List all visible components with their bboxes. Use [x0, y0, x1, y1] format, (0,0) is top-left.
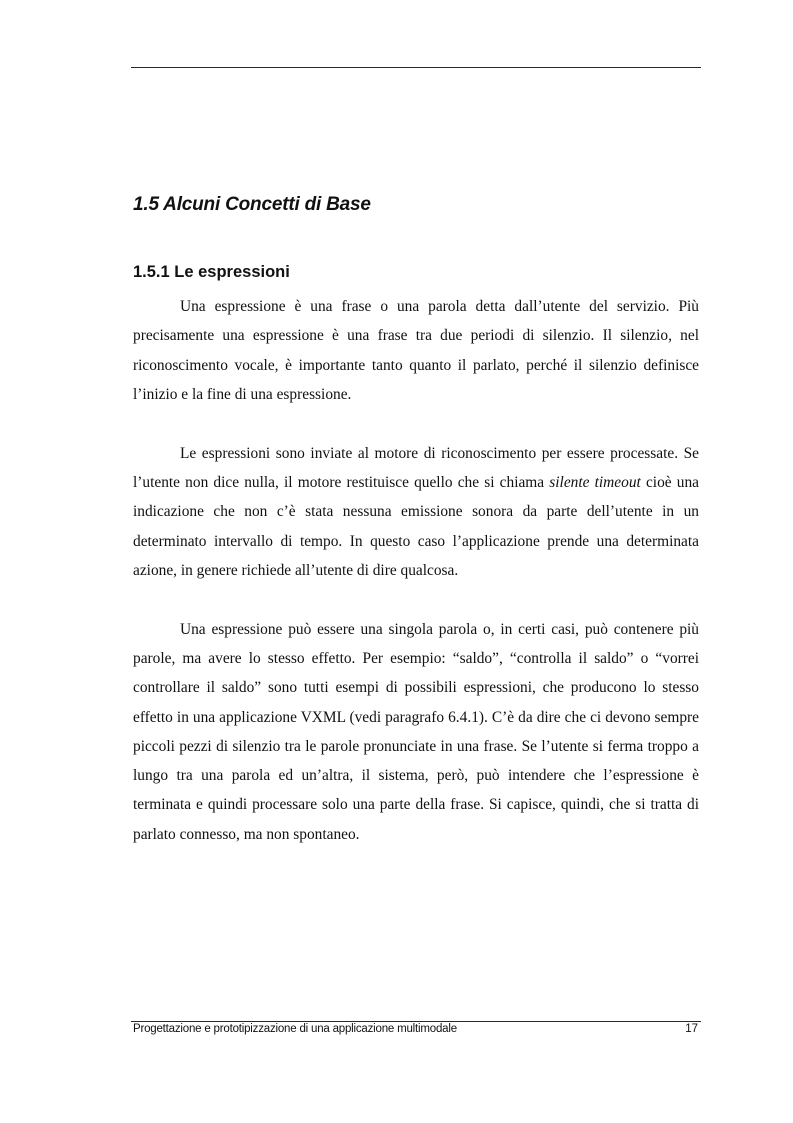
section-title: 1.5 Alcuni Concetti di Base — [133, 194, 371, 215]
paragraph-1: Una espressione è una frase o una parola detta dall’utente del servizio. Più precisamente una espressione è una frase tra due periodi di silenzio. Il silenzio, nel riconoscimento vocale, è importante tanto quanto il parlato, perché il silenzio definisce l’inizio e la fine di una espressione. — [133, 298, 699, 403]
subsection-title: 1.5.1 Le espressioni — [133, 263, 290, 281]
body-text — [133, 292, 699, 879]
paragraph-2-part-2: cioè una indicazione che non c’è stata nessuna emissione sonora da parte dell’utente in un determinato intervallo di tempo. In questo caso l’applicazione prende una determinata azione, in genere richiede all’utente di dire qualcosa. — [133, 473, 699, 579]
header-rule — [131, 67, 701, 68]
footer-rule — [131, 1021, 701, 1022]
footer-title: Progettazione e prototipizzazione di una applicazione multimodale — [133, 1023, 457, 1035]
paragraph-2-emphasis: silente timeout — [549, 473, 641, 491]
paragraph-3: Una espressione può essere una singola parola o, in certi casi, può contenere più parole, ma avere lo stesso effetto. Per esempio: “saldo”, “controlla il saldo” o “vorrei controllare il saldo” sono tutti esempi di possibili espressioni, che producono lo stesso effetto in una applicazione VXML (vedi paragrafo 6.4.1). C’è da dire che ci devono sempre piccoli pezzi di silenzio tra le parole pronunciate in una frase. Se l’utente si ferma troppo a lungo tra una parola ed un’altra, il sistema, però, può intendere che l’espressione è terminata e quindi processare solo una parte della frase. Si capisce, quindi, che si tratta di parlato connesso, ma non spontaneo. — [133, 620, 699, 843]
paragraph-2 — [133, 439, 699, 585]
page-number: 17 — [685, 1023, 698, 1035]
paragraph-2-part-1: Le espressioni sono inviate al motore di riconoscimento per essere processate. Se l’utente non dice nulla, il motore restituisce quello che si chiama — [133, 444, 699, 491]
